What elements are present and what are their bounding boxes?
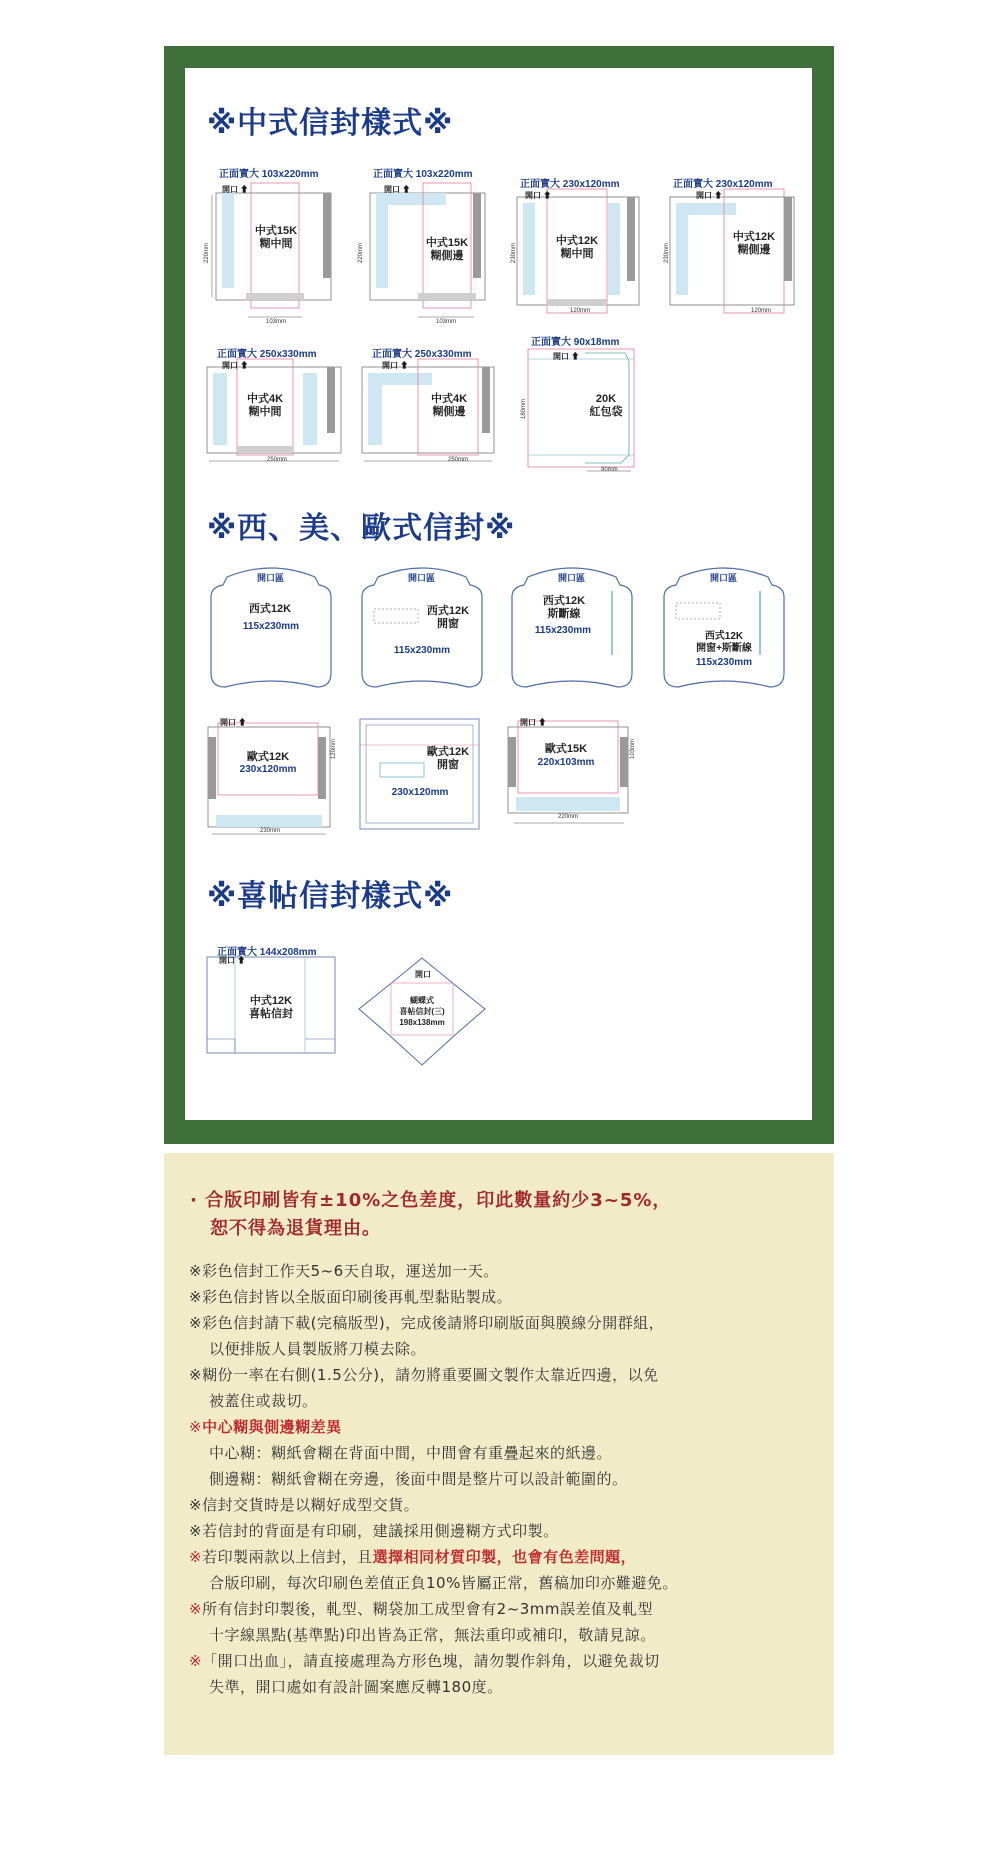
note-line: ※信封交貨時是以糊好成型交貨。: [189, 1496, 420, 1514]
note-line: ※若信封的背面是有印刷，建議採用側邊糊方式印製。: [189, 1522, 559, 1540]
envelope-label: 中式15K 糊側邊: [425, 237, 469, 262]
envelope-diagram: [358, 715, 483, 837]
envelope-size: 115x230mm: [393, 645, 451, 656]
envelope-size: 115x230mm: [695, 657, 753, 668]
open-label: 開口: [415, 970, 431, 979]
window-cutout: [374, 609, 418, 623]
note-line: ※中心糊與側邊糊差異: [189, 1418, 342, 1436]
width-measure: 250mm: [267, 457, 288, 463]
envelope-label: 20K 紅包袋: [589, 393, 623, 418]
envelope-western-2: [358, 563, 486, 691]
envelope-chinese-4k-side: [358, 345, 498, 465]
envelope-label: 西式12K: [248, 603, 292, 615]
height-measure: 120mm: [331, 738, 337, 759]
open-label: 開口 ⬆: [220, 718, 247, 727]
note-line: ※彩色信封工作天5~6天自取，運送加一天。: [189, 1262, 499, 1280]
height-measure: 230mm: [664, 242, 670, 263]
envelope-label: 中式15K 糊中間: [254, 225, 298, 250]
width-measure: 230mm: [260, 828, 281, 834]
open-label: 開口 ⬆: [219, 956, 246, 965]
envelope-western-4: [660, 563, 788, 691]
width-measure: 90mm: [601, 467, 618, 473]
envelope-size-label: 正面實大 90x18mm: [531, 337, 620, 348]
envelope-western-1: [207, 563, 335, 691]
window-cutout: [676, 603, 720, 619]
envelope-chinese-12k-center: [511, 175, 645, 325]
envelope-euro-12k: [206, 715, 336, 837]
envelope-label: 歐式12K 開窗: [426, 746, 470, 771]
envelope-size: 115x230mm: [534, 625, 592, 636]
envelope-red-packet: [521, 333, 640, 473]
note-line: 中心糊：糊紙會糊在背面中間，中間會有重疊起來的紙邊。: [209, 1444, 613, 1462]
envelope-diagram: [506, 715, 636, 825]
envelope-chinese-15k-center: [204, 165, 338, 325]
note-line: 側邊糊：糊紙會糊在旁邊，後面中間是整片可以設計範圍的。: [209, 1470, 628, 1488]
envelope-label: 蝴蝶式 喜帖信封(三) 198x138mm: [399, 996, 445, 1027]
note-line: ※彩色信封皆以全版面印刷後再軋型黏貼製成。: [189, 1288, 513, 1306]
height-measure: 220mm: [204, 242, 210, 263]
envelope-label: 西式12K 開窗+斯斷線: [696, 631, 752, 654]
note-line: ※「開口出血」，請直接處理為方形色塊，請勿製作斜角，以避免裁切: [189, 1652, 660, 1670]
notes-panel: [164, 1153, 834, 1755]
envelope-label: 歐式12K: [246, 751, 290, 763]
note-line: ※若印製兩款以上信封，且選擇相同材質印製，也會有色差問題，: [189, 1548, 637, 1566]
note-line: 合版印刷，每次印刷色差值正負10%皆屬正常，舊稿加印亦難避免。: [209, 1574, 678, 1592]
envelope-size-label: 正面實大 250x330mm: [217, 349, 317, 360]
height-measure: 220mm: [358, 242, 364, 263]
envelope-chinese-4k-center: [205, 345, 345, 465]
note-line: 以便排版人員製版將刀模去除。: [209, 1340, 427, 1358]
open-zone-label: 開口區: [710, 573, 738, 583]
height-measure: 180mm: [521, 398, 527, 419]
note-line: 失準，開口處如有設計圖案應反轉180度。: [209, 1678, 503, 1696]
envelope-chinese-12k-side: [666, 175, 801, 325]
envelope-size-label: 正面實大 103x220mm: [373, 169, 473, 180]
width-measure: 250mm: [448, 457, 469, 463]
envelope-size: 230x120mm: [239, 764, 297, 775]
width-measure: 103mm: [436, 319, 457, 325]
envelope-chinese-15k-side: [358, 165, 492, 325]
width-measure: 120mm: [751, 308, 772, 314]
width-measure: 103mm: [266, 319, 287, 325]
envelope-size-label: 正面實大 230x120mm: [520, 179, 620, 190]
width-measure: 220mm: [558, 814, 579, 820]
envelope-size-label: 正面實大 250x330mm: [372, 349, 472, 360]
envelope-label: 中式12K 喜帖信封: [249, 995, 293, 1020]
height-measure: 103mm: [630, 738, 636, 759]
envelope-size-label: 正面實大 230x120mm: [673, 179, 773, 190]
envelope-label: 中式4K 糊中間: [246, 393, 284, 418]
section-title-chinese: ※中式信封樣式※: [207, 106, 454, 141]
open-zone-label: 開口區: [408, 573, 436, 583]
section-title-western: ※西、美、歐式信封※: [207, 511, 516, 546]
envelope-diagram: [206, 715, 336, 837]
envelope-size: 115x230mm: [242, 621, 300, 632]
envelope-western-3: [508, 563, 636, 691]
open-label: 開口 ⬆: [525, 191, 552, 200]
width-measure: 120mm: [570, 308, 591, 314]
envelope-euro-12k-window: [358, 715, 483, 837]
section-title-wedding: ※喜帖信封樣式※: [207, 879, 454, 914]
envelope-size-label: 正面實大 103x220mm: [219, 169, 319, 180]
notes-headline: · 合版印刷皆有±10%之色差度，印此數量約少3~5%， 恕不得為退貨理由。: [190, 1190, 672, 1239]
open-label: 開口 ⬆: [382, 361, 409, 370]
open-zone-label: 開口區: [558, 573, 586, 583]
open-label: 開口 ⬆: [696, 191, 723, 200]
envelope-size: 220x103mm: [537, 757, 595, 768]
open-label: 開口 ⬆: [222, 361, 249, 370]
envelope-size-label: 正面實大 144x208mm: [217, 947, 317, 958]
open-label: 開口 ⬆: [553, 352, 580, 361]
open-label: 開口 ⬆: [520, 718, 547, 727]
height-measure: 230mm: [511, 242, 517, 263]
note-line: ※糊份一率在右側(1.5公分)，請勿將重要圖文製作太靠近四邊，以免: [189, 1366, 659, 1384]
envelope-wedding-12k: [205, 943, 340, 1063]
note-line: 被蓋住或裁切。: [209, 1392, 318, 1410]
note-line: ※彩色信封請下載(完稿版型)，完成後請將印刷版面與膜線分開群組，: [189, 1314, 665, 1332]
envelope-label: 歐式15K: [544, 743, 588, 755]
envelope-label: 中式12K 糊中間: [555, 235, 599, 260]
open-label: 開口 ⬆: [384, 185, 411, 194]
envelope-label: 中式12K 糊側邊: [732, 231, 776, 256]
envelope-wedding-butterfly: [357, 955, 487, 1070]
note-line: 十字線黑點(基準點)印出皆為正常，無法重印或補印，敬請見諒。: [209, 1626, 656, 1644]
envelope-label: 西式12K 斯斷線: [542, 595, 586, 620]
envelope-label: 西式12K 開窗: [426, 605, 470, 630]
note-line: ※所有信封印製後，軋型、糊袋加工成型會有2~3mm誤差值及軋型: [189, 1600, 653, 1618]
envelope-euro-15k: [506, 715, 636, 825]
open-label: 開口 ⬆: [222, 185, 249, 194]
open-zone-label: 開口區: [257, 573, 285, 583]
envelope-label: 中式4K 糊側邊: [430, 393, 468, 418]
envelope-size: 230x120mm: [391, 787, 449, 798]
